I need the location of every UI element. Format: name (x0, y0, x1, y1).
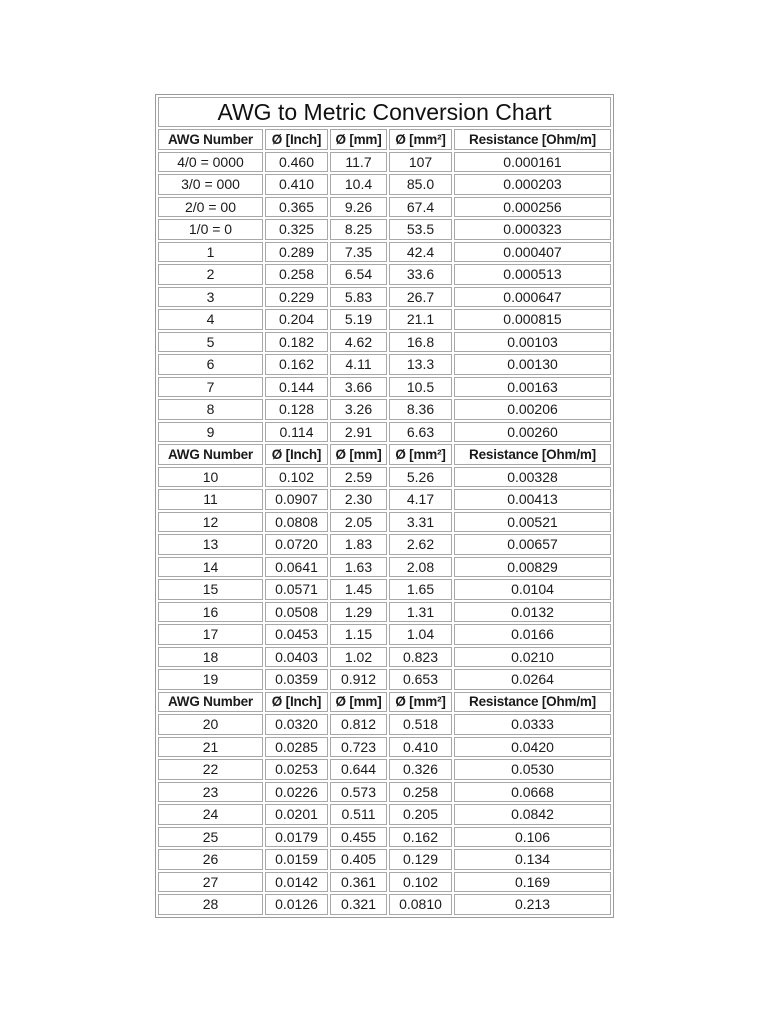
cell-resistance: 0.00657 (454, 534, 611, 555)
table-row (158, 737, 611, 758)
column-header-awg-number: AWG Number (158, 129, 263, 150)
cell-awg-number: 4 (158, 309, 263, 330)
cell-area-mm2: 1.04 (389, 624, 452, 645)
table-row (158, 647, 611, 668)
cell-diameter-mm: 11.7 (330, 152, 387, 173)
column-header-row (158, 444, 611, 465)
cell-diameter-mm: 0.361 (330, 872, 387, 893)
cell-resistance: 0.000407 (454, 242, 611, 263)
cell-area-mm2: 42.4 (389, 242, 452, 263)
cell-diameter-inch: 0.162 (265, 354, 328, 375)
cell-area-mm2: 0.326 (389, 759, 452, 780)
cell-diameter-mm: 0.321 (330, 894, 387, 915)
cell-resistance: 0.0420 (454, 737, 611, 758)
cell-awg-number: 1/0 = 0 (158, 219, 263, 240)
chart-title: AWG to Metric Conversion Chart (158, 97, 611, 127)
cell-diameter-inch: 0.0142 (265, 872, 328, 893)
cell-diameter-inch: 0.325 (265, 219, 328, 240)
cell-diameter-mm: 5.83 (330, 287, 387, 308)
column-header-row (158, 129, 611, 150)
cell-awg-number: 5 (158, 332, 263, 353)
cell-awg-number: 24 (158, 804, 263, 825)
table-row (158, 782, 611, 803)
awg-table (156, 95, 613, 917)
column-header-diameter-inch: Ø [Inch] (265, 129, 328, 150)
cell-awg-number: 28 (158, 894, 263, 915)
cell-resistance: 0.213 (454, 894, 611, 915)
cell-awg-number: 15 (158, 579, 263, 600)
cell-diameter-inch: 0.410 (265, 174, 328, 195)
cell-awg-number: 12 (158, 512, 263, 533)
cell-area-mm2: 2.08 (389, 557, 452, 578)
cell-resistance: 0.0333 (454, 714, 611, 735)
cell-diameter-inch: 0.0720 (265, 534, 328, 555)
cell-diameter-mm: 0.723 (330, 737, 387, 758)
cell-diameter-inch: 0.0285 (265, 737, 328, 758)
cell-diameter-inch: 0.0808 (265, 512, 328, 533)
cell-diameter-inch: 0.0159 (265, 849, 328, 870)
cell-area-mm2: 0.258 (389, 782, 452, 803)
cell-area-mm2: 26.7 (389, 287, 452, 308)
column-header-area-mm2: Ø [mm²] (389, 444, 452, 465)
cell-area-mm2: 0.518 (389, 714, 452, 735)
table-row (158, 579, 611, 600)
column-header-awg-number: AWG Number (158, 444, 263, 465)
cell-diameter-inch: 0.258 (265, 264, 328, 285)
cell-resistance: 0.000161 (454, 152, 611, 173)
cell-area-mm2: 21.1 (389, 309, 452, 330)
cell-awg-number: 19 (158, 669, 263, 690)
cell-area-mm2: 0.205 (389, 804, 452, 825)
cell-awg-number: 1 (158, 242, 263, 263)
cell-awg-number: 23 (158, 782, 263, 803)
cell-awg-number: 8 (158, 399, 263, 420)
cell-diameter-mm: 1.15 (330, 624, 387, 645)
cell-area-mm2: 107 (389, 152, 452, 173)
cell-diameter-mm: 10.4 (330, 174, 387, 195)
cell-resistance: 0.00163 (454, 377, 611, 398)
cell-diameter-mm: 4.62 (330, 332, 387, 353)
cell-awg-number: 2 (158, 264, 263, 285)
cell-diameter-inch: 0.144 (265, 377, 328, 398)
cell-diameter-inch: 0.365 (265, 197, 328, 218)
cell-diameter-mm: 0.812 (330, 714, 387, 735)
table-row (158, 827, 611, 848)
cell-resistance: 0.000323 (454, 219, 611, 240)
cell-resistance: 0.134 (454, 849, 611, 870)
cell-area-mm2: 67.4 (389, 197, 452, 218)
table-row (158, 489, 611, 510)
cell-resistance: 0.000647 (454, 287, 611, 308)
cell-diameter-mm: 8.25 (330, 219, 387, 240)
cell-diameter-mm: 0.573 (330, 782, 387, 803)
cell-diameter-inch: 0.182 (265, 332, 328, 353)
cell-resistance: 0.00206 (454, 399, 611, 420)
cell-awg-number: 20 (158, 714, 263, 735)
cell-diameter-mm: 9.26 (330, 197, 387, 218)
cell-resistance: 0.000815 (454, 309, 611, 330)
cell-resistance: 0.0668 (454, 782, 611, 803)
cell-resistance: 0.0264 (454, 669, 611, 690)
cell-diameter-inch: 0.128 (265, 399, 328, 420)
cell-area-mm2: 2.62 (389, 534, 452, 555)
cell-resistance: 0.00103 (454, 332, 611, 353)
cell-diameter-inch: 0.0571 (265, 579, 328, 600)
cell-area-mm2: 10.5 (389, 377, 452, 398)
cell-diameter-inch: 0.0253 (265, 759, 328, 780)
cell-resistance: 0.106 (454, 827, 611, 848)
cell-diameter-inch: 0.0179 (265, 827, 328, 848)
cell-diameter-inch: 0.229 (265, 287, 328, 308)
cell-awg-number: 14 (158, 557, 263, 578)
cell-diameter-mm: 3.26 (330, 399, 387, 420)
cell-resistance: 0.169 (454, 872, 611, 893)
table-row (158, 669, 611, 690)
table-row (158, 624, 611, 645)
column-header-area-mm2: Ø [mm²] (389, 129, 452, 150)
cell-area-mm2: 0.410 (389, 737, 452, 758)
cell-diameter-inch: 0.289 (265, 242, 328, 263)
cell-area-mm2: 0.653 (389, 669, 452, 690)
cell-diameter-mm: 0.912 (330, 669, 387, 690)
table-row (158, 399, 611, 420)
cell-awg-number: 9 (158, 422, 263, 443)
cell-awg-number: 18 (158, 647, 263, 668)
cell-diameter-mm: 0.455 (330, 827, 387, 848)
cell-diameter-mm: 2.91 (330, 422, 387, 443)
cell-area-mm2: 16.8 (389, 332, 452, 353)
cell-resistance: 0.00328 (454, 467, 611, 488)
cell-awg-number: 22 (158, 759, 263, 780)
cell-resistance: 0.0210 (454, 647, 611, 668)
cell-resistance: 0.0842 (454, 804, 611, 825)
cell-awg-number: 26 (158, 849, 263, 870)
cell-diameter-inch: 0.0907 (265, 489, 328, 510)
table-row (158, 512, 611, 533)
cell-awg-number: 3 (158, 287, 263, 308)
cell-awg-number: 10 (158, 467, 263, 488)
table-row (158, 759, 611, 780)
cell-awg-number: 21 (158, 737, 263, 758)
table-row (158, 467, 611, 488)
cell-diameter-inch: 0.0359 (265, 669, 328, 690)
table-row (158, 602, 611, 623)
cell-awg-number: 27 (158, 872, 263, 893)
table-row (158, 422, 611, 443)
cell-area-mm2: 0.129 (389, 849, 452, 870)
cell-area-mm2: 13.3 (389, 354, 452, 375)
cell-diameter-mm: 0.405 (330, 849, 387, 870)
cell-diameter-mm: 7.35 (330, 242, 387, 263)
cell-diameter-mm: 2.05 (330, 512, 387, 533)
cell-awg-number: 11 (158, 489, 263, 510)
cell-diameter-mm: 1.83 (330, 534, 387, 555)
cell-diameter-mm: 5.19 (330, 309, 387, 330)
cell-resistance: 0.00413 (454, 489, 611, 510)
cell-diameter-inch: 0.204 (265, 309, 328, 330)
cell-awg-number: 13 (158, 534, 263, 555)
table-row (158, 152, 611, 173)
cell-awg-number: 4/0 = 0000 (158, 152, 263, 173)
cell-diameter-inch: 0.0201 (265, 804, 328, 825)
column-header-diameter-mm: Ø [mm] (330, 129, 387, 150)
column-header-area-mm2: Ø [mm²] (389, 692, 452, 713)
cell-area-mm2: 0.102 (389, 872, 452, 893)
cell-diameter-inch: 0.102 (265, 467, 328, 488)
column-header-resistance: Resistance [Ohm/m] (454, 129, 611, 150)
table-row (158, 872, 611, 893)
cell-resistance: 0.000256 (454, 197, 611, 218)
cell-diameter-inch: 0.0226 (265, 782, 328, 803)
cell-area-mm2: 8.36 (389, 399, 452, 420)
table-row (158, 849, 611, 870)
cell-diameter-inch: 0.0320 (265, 714, 328, 735)
cell-area-mm2: 4.17 (389, 489, 452, 510)
cell-diameter-mm: 2.59 (330, 467, 387, 488)
cell-area-mm2: 0.0810 (389, 894, 452, 915)
table-row (158, 197, 611, 218)
column-header-diameter-mm: Ø [mm] (330, 692, 387, 713)
cell-diameter-mm: 0.511 (330, 804, 387, 825)
cell-resistance: 0.0132 (454, 602, 611, 623)
cell-diameter-inch: 0.0126 (265, 894, 328, 915)
table-row (158, 219, 611, 240)
cell-diameter-mm: 6.54 (330, 264, 387, 285)
cell-resistance: 0.00130 (454, 354, 611, 375)
cell-resistance: 0.0166 (454, 624, 611, 645)
cell-area-mm2: 85.0 (389, 174, 452, 195)
table-row (158, 714, 611, 735)
cell-diameter-mm: 0.644 (330, 759, 387, 780)
cell-resistance: 0.00829 (454, 557, 611, 578)
cell-awg-number: 25 (158, 827, 263, 848)
cell-diameter-inch: 0.460 (265, 152, 328, 173)
column-header-resistance: Resistance [Ohm/m] (454, 692, 611, 713)
column-header-diameter-inch: Ø [Inch] (265, 692, 328, 713)
column-header-diameter-inch: Ø [Inch] (265, 444, 328, 465)
cell-diameter-inch: 0.114 (265, 422, 328, 443)
cell-area-mm2: 3.31 (389, 512, 452, 533)
column-header-awg-number: AWG Number (158, 692, 263, 713)
cell-diameter-mm: 1.45 (330, 579, 387, 600)
cell-awg-number: 16 (158, 602, 263, 623)
table-row (158, 332, 611, 353)
column-header-row (158, 692, 611, 713)
cell-diameter-mm: 4.11 (330, 354, 387, 375)
cell-area-mm2: 0.823 (389, 647, 452, 668)
cell-diameter-mm: 2.30 (330, 489, 387, 510)
cell-diameter-inch: 0.0508 (265, 602, 328, 623)
table-row (158, 894, 611, 915)
awg-conversion-chart (155, 94, 614, 918)
cell-area-mm2: 33.6 (389, 264, 452, 285)
cell-resistance: 0.000513 (454, 264, 611, 285)
table-row (158, 557, 611, 578)
cell-diameter-inch: 0.0403 (265, 647, 328, 668)
table-row (158, 309, 611, 330)
table-row (158, 534, 611, 555)
column-header-diameter-mm: Ø [mm] (330, 444, 387, 465)
cell-area-mm2: 5.26 (389, 467, 452, 488)
cell-area-mm2: 53.5 (389, 219, 452, 240)
cell-area-mm2: 0.162 (389, 827, 452, 848)
cell-awg-number: 7 (158, 377, 263, 398)
cell-resistance: 0.00260 (454, 422, 611, 443)
table-body (158, 129, 611, 915)
cell-diameter-mm: 1.02 (330, 647, 387, 668)
cell-resistance: 0.00521 (454, 512, 611, 533)
table-row (158, 174, 611, 195)
column-header-resistance: Resistance [Ohm/m] (454, 444, 611, 465)
cell-area-mm2: 1.65 (389, 579, 452, 600)
table-row (158, 354, 611, 375)
cell-diameter-inch: 0.0641 (265, 557, 328, 578)
cell-diameter-mm: 1.63 (330, 557, 387, 578)
table-row (158, 804, 611, 825)
cell-awg-number: 6 (158, 354, 263, 375)
table-row (158, 264, 611, 285)
cell-diameter-inch: 0.0453 (265, 624, 328, 645)
cell-area-mm2: 1.31 (389, 602, 452, 623)
cell-awg-number: 17 (158, 624, 263, 645)
cell-diameter-mm: 1.29 (330, 602, 387, 623)
cell-awg-number: 3/0 = 000 (158, 174, 263, 195)
cell-area-mm2: 6.63 (389, 422, 452, 443)
cell-diameter-mm: 3.66 (330, 377, 387, 398)
cell-resistance: 0.0530 (454, 759, 611, 780)
cell-resistance: 0.000203 (454, 174, 611, 195)
cell-resistance: 0.0104 (454, 579, 611, 600)
table-row (158, 377, 611, 398)
cell-awg-number: 2/0 = 00 (158, 197, 263, 218)
table-row (158, 287, 611, 308)
table-row (158, 242, 611, 263)
